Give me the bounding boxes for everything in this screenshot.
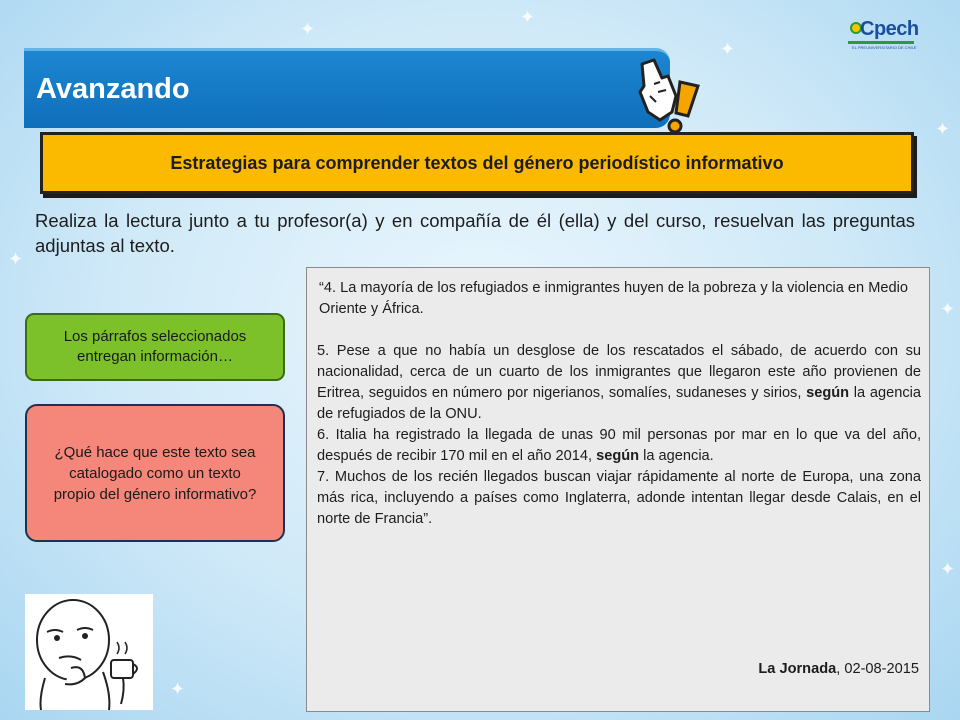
logo-brand: Cpech [860, 18, 919, 40]
article-panel [306, 267, 930, 712]
article-source [758, 659, 919, 680]
paragraph-5-keyword: según [806, 385, 850, 401]
sparkle-decoration: ✦ [170, 679, 186, 699]
paragraph-6-text-end: la agencia. [643, 448, 714, 464]
source-date: , 02-08-2015 [836, 661, 919, 677]
logo-tagline: EL PREUNIVERSITARIO DE CHILE [852, 45, 917, 50]
sparkle-decoration: ✦ [720, 39, 736, 59]
pointing-hand-icon [632, 56, 710, 138]
question-box-red: ¿Qué hace que este texto sea catalogado como un texto propio del género informativo? [25, 404, 285, 542]
sparkle-decoration: ✦ [300, 19, 316, 39]
sparkle-decoration: ✦ [8, 249, 24, 269]
instructions-text: Realiza la lectura junto a tu profesor(a) y en compañía de él (ella) y del curso, resuelvan las preguntas adjuntas al texto. [35, 210, 915, 256]
header-bar [24, 48, 670, 128]
sparkle-decoration: ✦ [940, 299, 956, 319]
strategy-banner [40, 132, 914, 194]
page-title: Avanzando [36, 73, 190, 105]
article-paragraph-6 [317, 425, 921, 467]
sparkle-decoration: ✦ [520, 7, 536, 27]
source-name: La Jornada [758, 661, 837, 677]
banner-text: Estrategias para comprender textos del género periodístico informativo [170, 152, 784, 173]
sparkle-decoration: ✦ [935, 119, 951, 139]
article-paragraph-7: 7. Muchos de los recién llegados buscan viajar rápidamente al norte de Europa, una zona más rica, incluyendo a países como Inglaterra, adonde intentan llegar desde Calais, en el norte de Francia”. [317, 469, 921, 527]
paragraph-5-text-end: la agencia de refugiados de la ONU. [317, 385, 921, 422]
paragraph-5-text: 5. Pese a que no había un desglose de los rescatados el sábado, de acuerdo con su nacionalidad, cerca de un cuarto de los inmigrantes que llegaron este año provienen de Eritrea, seguidos en número por nigerianos, somalíes, sudaneses y sirios, [317, 343, 921, 401]
cpech-logo [848, 18, 919, 50]
sparkle-decoration: ✦ [940, 559, 956, 579]
article-paragraph-4: “4. La mayoría de los refugiados e inmigrantes huyen de la pobreza y la violencia en Medio Oriente y África. [319, 280, 908, 317]
paragraph-6-keyword: según [596, 448, 640, 464]
paragraph-6-text: 6. Italia ha registrado la llegada de unas 90 mil personas por mar en lo que va del año, después de recibir 170 mil en el año 2014, [317, 427, 921, 464]
article-paragraph-5 [317, 341, 921, 425]
thinking-meme-illustration [25, 594, 153, 710]
info-box-green: Los párrafos seleccionados entregan información… [25, 313, 285, 381]
logo-underline [848, 41, 914, 44]
